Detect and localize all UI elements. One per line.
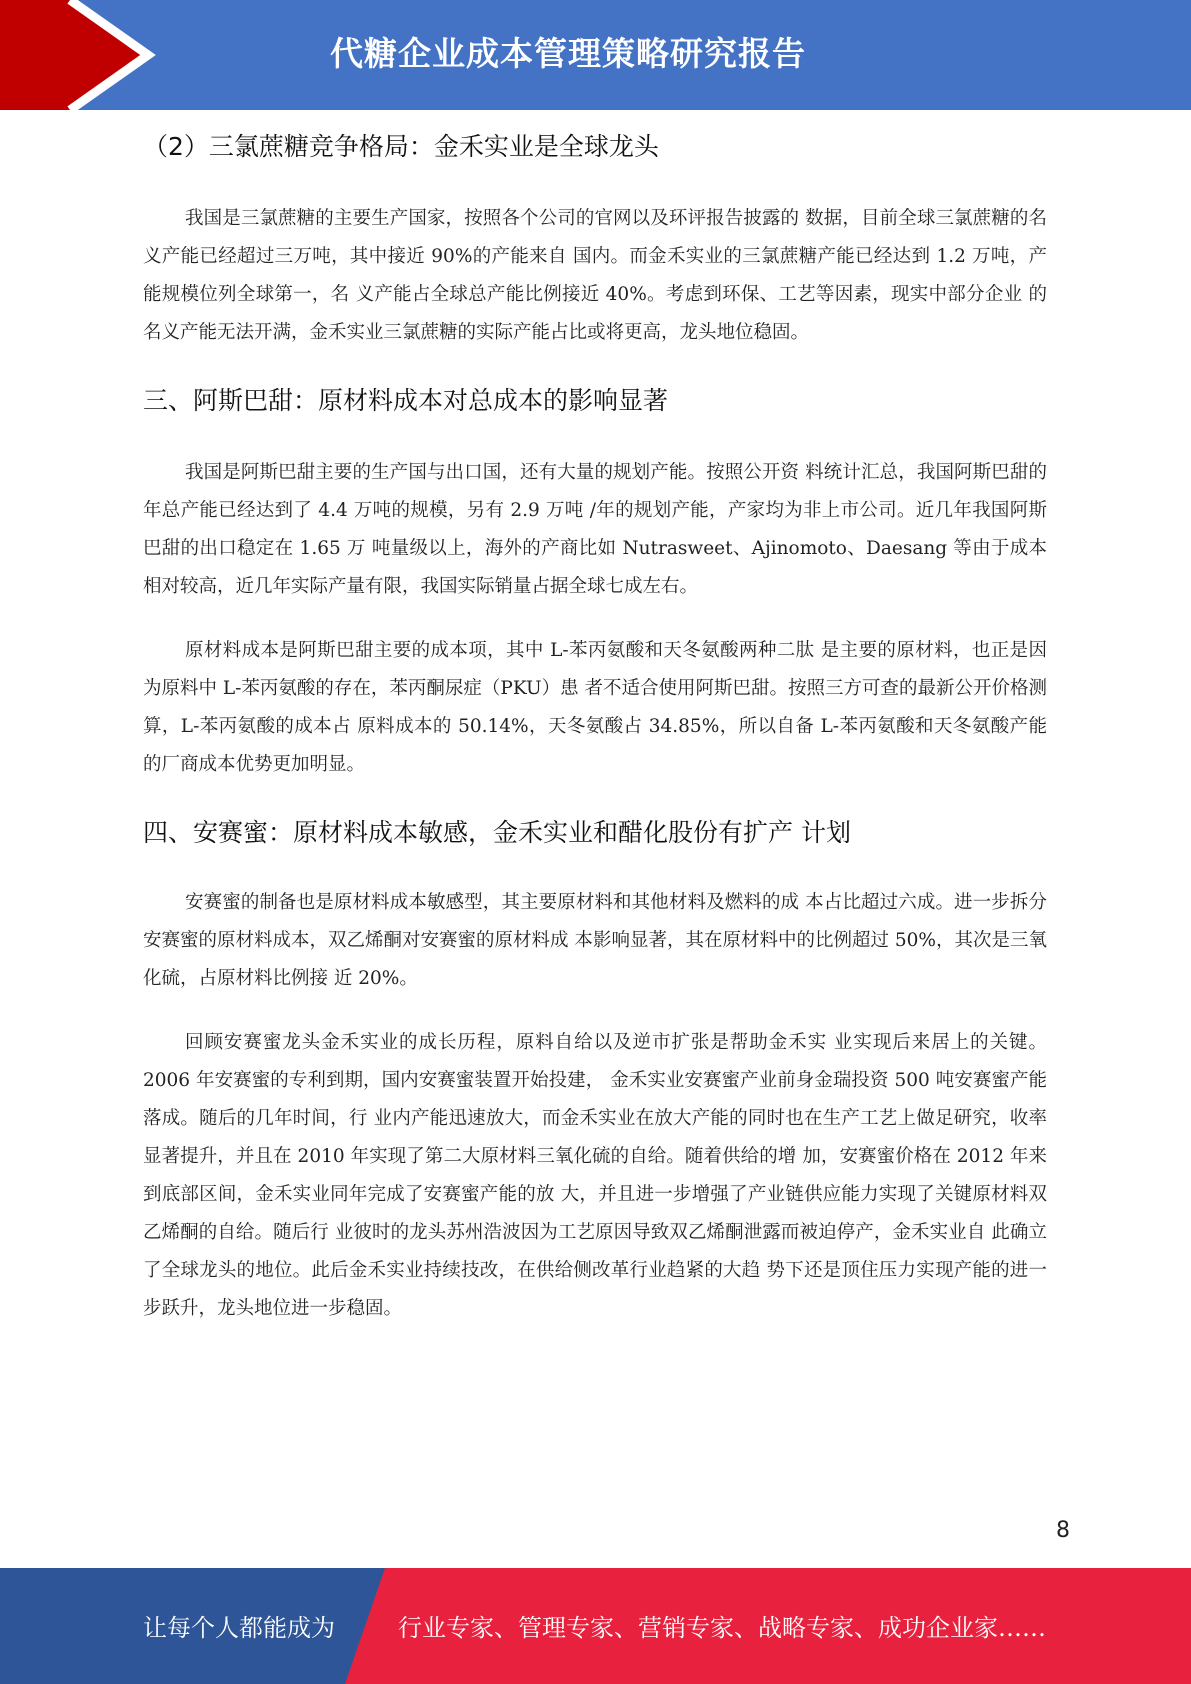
- section-heading-acesulfame: 四、安赛蜜：原材料成本敏感，金禾实业和醋化股份有扩产 计划: [143, 818, 851, 847]
- paragraph-aspartame-1: 我国是阿斯巴甜主要的生产国与出口国，还有大量的规划产能。按照公开资 料统计汇总，我国阿斯巴甜的年总产能已经达到了 4.4 万吨的规模，另有 2.9 万吨 /年的规划产能，产家均为非上市公司。近几年我国阿斯巴甜的出口稳定在 1.65 万 吨量级以上，海外的产商比如 Nutrasweet、Ajinomoto、Daesang 等由于成本 相对较高，近几年实际产量有限，我国实际销量占据全球七成左右。: [143, 462, 1047, 597]
- paragraph-acesulfame-2: 回顾安赛蜜龙头金禾实业的成长历程，原料自给以及逆市扩张是帮助金禾实 业实现后来居上的关键。2006 年安赛蜜的专利到期，国内安赛蜜装置开始投建， 金禾实业安赛蜜产业前身金瑞投资 500 吨安赛蜜产能落成。随后的几年时间，行 业内产能迅速放大，而金禾实业在放大产能的同时也在生产工艺上做足研究，收率 显著提升，并且在 2010 年实现了第二大原材料三氧化硫的自给。随着供给的增 加，安赛蜜价格在 2012 年来到底部区间，金禾实业同年完成了安赛蜜产能的放 大，并且进一步增强了产业链供应能力实现了关键原材料双乙烯酮的自给。随后行 业彼时的龙头苏州浩波因为工艺原因导致双乙烯酮泄露而被迫停产，金禾实业自 此确立了全球龙头的地位。此后金禾实业持续技改，在供给侧改革行业趋紧的大趋 势下还是顶住压力实现产能的进一步跃升，龙头地位进一步稳固。: [143, 1032, 1047, 1319]
- footer-slogan-left: 让每个人都能成为: [143, 1614, 335, 1642]
- page-number: 8: [1056, 1518, 1070, 1543]
- footer-slogan-right: 行业专家、管理专家、营销专家、战略专家、成功企业家……: [398, 1614, 1046, 1642]
- page-header: [0, 0, 1191, 110]
- paragraph-sucralose: 我国是三氯蔗糖的主要生产国家，按照各个公司的官网以及环评报告披露的 数据，目前全球三氯蔗糖的名义产能已经超过三万吨，其中接近 90%的产能来自 国内。而金禾实业的三氯蔗糖产能已经达到 1.2 万吨，产能规模位列全球第一，名 义产能占全球总产能比例接近 40%。考虑到环保、工艺等因素，现实中部分企业 的名义产能无法开满，金禾实业三氯蔗糖的实际产能占比或将更高，龙头地位稳固。: [143, 208, 1047, 343]
- page-footer: [0, 1568, 1191, 1684]
- paragraph-acesulfame-1: 安赛蜜的制备也是原材料成本敏感型，其主要原材料和其他材料及燃料的成 本占比超过六成。进一步拆分安赛蜜的原材料成本，双乙烯酮对安赛蜜的原材料成 本影响显著，其在原材料中的比例超过 50%，其次是三氧化硫，占原材料比例接 近 20%。: [143, 892, 1047, 989]
- section-heading-sucralose: （2）三氯蔗糖竞争格局：金禾实业是全球龙头: [143, 132, 659, 161]
- header-chevron-decoration: [0, 0, 160, 110]
- section-heading-aspartame: 三、阿斯巴甜：原材料成本对总成本的影响显著: [143, 386, 669, 415]
- paragraph-aspartame-2: 原材料成本是阿斯巴甜主要的成本项，其中 L-苯丙氨酸和天冬氨酸两种二肽 是主要的原材料，也正是因为原料中 L-苯丙氨酸的存在，苯丙酮尿症（PKU）患 者不适合使用阿斯巴甜。按照三方可查的最新公开价格测算，L-苯丙氨酸的成本占 原料成本的 50.14%，天冬氨酸占 34.85%，所以自备 L-苯丙氨酸和天冬氨酸产能 的厂商成本优势更加明显。: [143, 640, 1048, 775]
- report-title: 代糖企业成本管理策略研究报告: [330, 34, 806, 73]
- page-content: [143, 122, 1047, 1328]
